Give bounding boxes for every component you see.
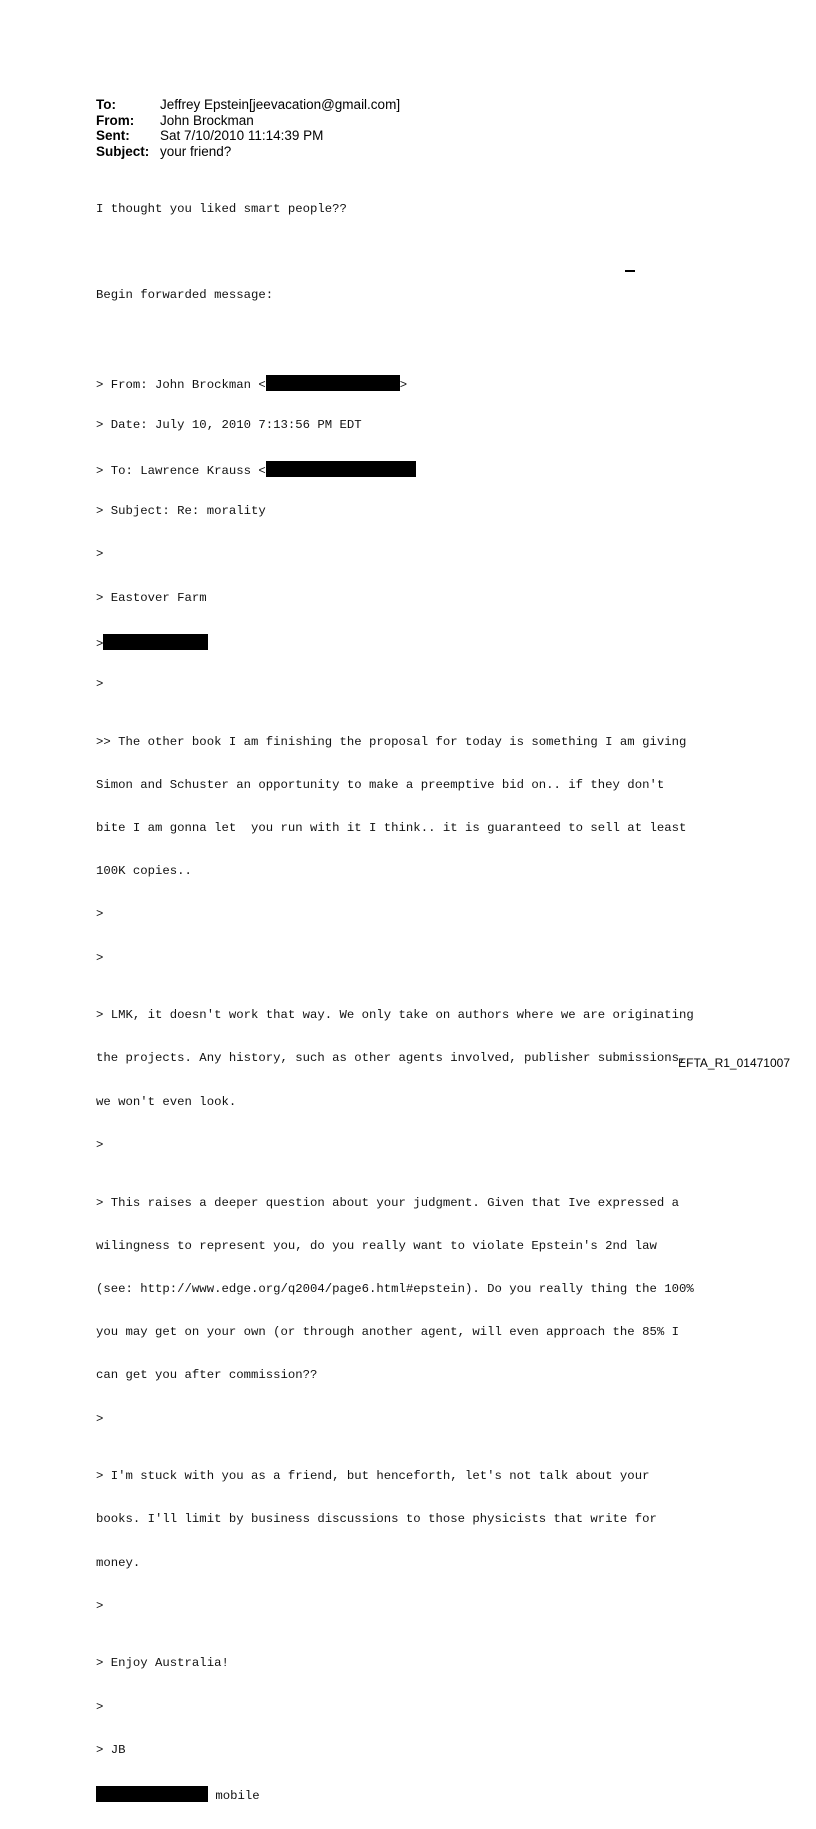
para1-line: Simon and Schuster an opportunity to make a preemptive bid on.. if they don't [96,777,665,792]
blank-line [96,245,694,259]
intro-line: I thought you liked smart people?? [96,201,347,216]
para3-line: you may get on your own (or through another agent, will even approach the 85% I [96,1325,679,1340]
eastover-line: > Eastover Farm [96,590,207,605]
redaction-box [266,375,400,391]
redacted-address-line [96,634,694,651]
redaction-box [266,461,416,477]
subject-label: Subject: [96,143,150,159]
quote-marker-line: > [96,1598,104,1613]
enjoy-line: > Enjoy Australia! [96,1656,229,1671]
from-value: John Brockman [160,112,254,128]
header-subject-row [96,144,400,160]
para2-line: we won't even look. [96,1094,237,1109]
subject-value: your friend? [160,143,232,159]
para1-line: bite I am gonna let you run with it I think.. it is guaranteed to sell at least [96,821,687,836]
fwd-subject-line: > Subject: Re: morality [96,504,266,519]
fwd-from-suffix: > [399,377,408,392]
para2-line: the projects. Any history, such as other agents involved, publisher submissions, [96,1051,687,1066]
fwd-to-line [96,461,694,479]
para3-line: (see: http://www.edge.org/q2004/page6.html#epstein). Do you really thing the 100% [96,1281,694,1296]
to-label: To: [96,97,116,112]
fwd-to-prefix: > To: Lawrence Krauss < [96,464,266,479]
quote-marker-line: > [96,950,104,965]
header-from-row [96,113,400,129]
forward-intro-line: Begin forwarded message: [96,288,274,303]
redaction-box [96,1786,208,1802]
para4-line: > I'm stuck with you as a friend, but henceforth, let's not talk about your [96,1469,650,1484]
fwd-date-line: > Date: July 10, 2010 7:13:56 PM EDT [96,417,362,432]
quote-marker-line: > [96,1137,104,1152]
mobile-suffix: mobile [208,1788,260,1803]
quote-marker: > [96,636,104,651]
redaction-box [103,634,208,650]
sent-value: Sat 7/10/2010 11:14:39 PM [160,128,324,143]
email-header [96,97,400,159]
from-label: From: [96,112,135,128]
header-to-row [96,97,400,113]
para1-line: >> The other book I am finishing the proposal for today is something I am giving [96,734,687,749]
email-body [96,173,694,1829]
document-id: EFTA_R1_01471007 [678,1056,790,1070]
quote-marker-line: > [96,547,104,562]
fwd-from-prefix: > From: John Brockman < [96,377,266,392]
quote-marker-line: > [96,1411,104,1426]
signoff-line: > JB [96,1742,126,1757]
mobile-line [96,1786,694,1803]
para2-line: > LMK, it doesn't work that way. We only take on authors where we are originating [96,1008,694,1023]
fwd-from-line [96,375,694,392]
para4-line: money. [96,1555,141,1570]
para3-line: wilingness to represent you, do you really want to violate Epstein's 2nd law [96,1238,657,1253]
quote-marker-line: > [96,677,104,692]
quote-marker-line: > [96,1699,104,1714]
para4-line: books. I'll limit by business discussions to those physicists that write for [96,1512,657,1527]
stray-mark [625,270,635,272]
header-sent-row [96,128,400,144]
to-value: Jeffrey Epstein[jeevacation@gmail.com] [160,97,401,112]
quote-marker-line: > [96,907,104,922]
para3-line: > This raises a deeper question about your judgment. Given that Ive expressed a [96,1195,679,1210]
para3-line: can get you after commission?? [96,1368,318,1383]
para1-line: 100K copies.. [96,864,192,879]
blank-line [96,331,694,345]
sent-label: Sent: [96,128,130,143]
